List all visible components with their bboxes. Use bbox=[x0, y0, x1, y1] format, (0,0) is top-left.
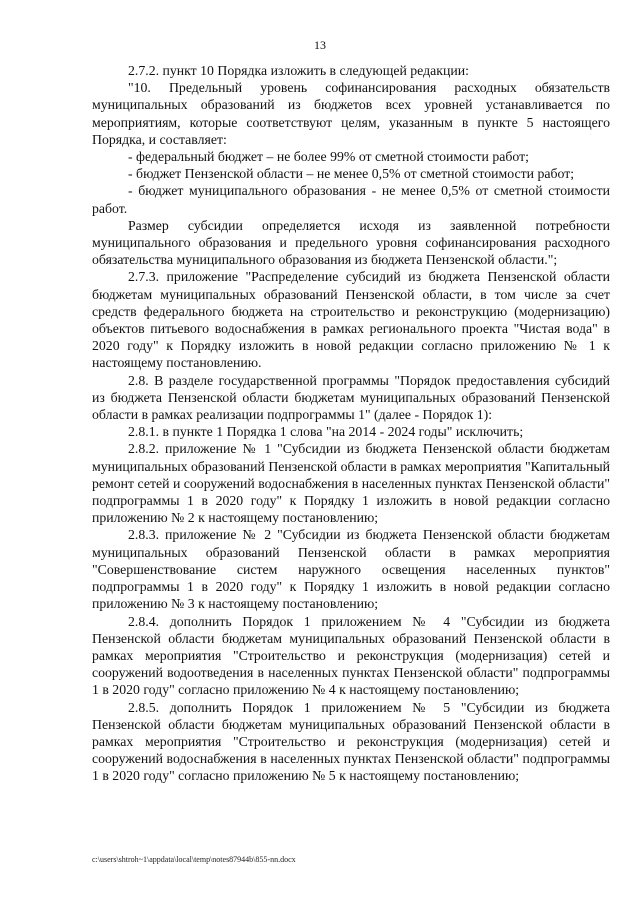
footer-file-path: c:\users\shtroh~1\appdata\local\temp\notes87944b\855-nn.docx bbox=[92, 855, 296, 864]
document-body bbox=[92, 62, 610, 785]
list-item-federal-budget: - федеральный бюджет – не более 99% от сметной стоимости работ; bbox=[128, 149, 529, 165]
paragraph-2-7-2: 2.7.2. пункт 10 Порядка изложить в следующей редакции: bbox=[128, 63, 469, 78]
paragraph-2-8-4: 2.8.4. дополнить Порядок 1 приложением № 4 "Субсидии из бюджета Пензенской области бюджетам муниципальных образований Пензенской области в рамках мероприятия "Строительство и реконструкция (модернизация) сетей и сооружений водоотведения в населенных пунктах Пензенской области" подпрограммы 1 в 2020 году" согласно приложению № 4 к настоящему постановлению; bbox=[92, 613, 610, 698]
paragraph-2-8-3: 2.8.3. приложение № 2 "Субсидии из бюджета Пензенской области бюджетам муниципальных образований Пензенской области в рамках мероприятия "Совершенствование систем наружного освещения населенных пунктов" подпрограммы 1 в 2020 году" к Порядку 1 изложить в новой редакции согласно приложению № 3 к настоящему постановлению; bbox=[92, 527, 610, 612]
paragraph-subsidy-size: Размер субсидии определяется исходя из заявленной потребности муниципального образования и предельного уровня софинансирования расходного обязательства муниципального образования из бюджета Пензенской области."; bbox=[92, 217, 610, 268]
list-item-municipal-budget: - бюджет муниципального образования - не менее 0,5% от сметной стоимости работ. bbox=[92, 183, 610, 216]
page-number: 13 bbox=[314, 38, 326, 52]
paragraph-2-8-1: 2.8.1. в пункте 1 Порядка 1 слова "на 2014 - 2024 годы" исключить; bbox=[128, 424, 524, 440]
paragraph-2-8-2: 2.8.2. приложение № 1 "Субсидии из бюджета Пензенской области бюджетам муниципальных образований Пензенской области в рамках мероприятия "Капитальный ремонт сетей и сооружений водоснабжения в населенных пунктах Пензенской области" подпрограммы 1 в 2020 году" к Порядку 1 изложить в новой редакции согласно приложению № 2 к настоящему постановлению; bbox=[92, 441, 610, 526]
paragraph-point-10: "10. Предельный уровень софинансирования расходных обязательств муниципальных образований из бюджетов всех уровней устанавливается по мероприятиям, которые соответствуют целям, указанным в пункте 5 настоящего Порядка, и составляет: bbox=[92, 80, 610, 147]
paragraph-2-8: 2.8. В разделе государственной программы "Порядок предоставления субсидий из бюджета Пензенской области бюджетам муниципальных образований Пензенской области в рамках реализации подпрограммы 1" (далее - Порядок 1): bbox=[92, 372, 610, 423]
paragraph-2-8-5: 2.8.5. дополнить Порядок 1 приложением № 5 "Субсидии из бюджета Пензенской области бюджетам муниципальных образований Пензенской области в рамках мероприятия "Строительство и реконструкция (модернизация) сетей и сооружений водоснабжения в населенных пунктах Пензенской области" подпрограммы 1 в 2020 году" согласно приложению № 5 к настоящему постановлению; bbox=[92, 699, 610, 784]
list-item-regional-budget: - бюджет Пензенской области – не менее 0,5% от сметной стоимости работ; bbox=[128, 166, 575, 182]
paragraph-2-7-3: 2.7.3. приложение "Распределение субсидий из бюджета Пензенской области бюджетам муниципальных образований Пензенской области, в том числе за счет средств федерального бюджета на строительство и реконструкцию (модернизацию) объектов питьевого водоснабжения в рамках регионального проекта "Чистая вода" в 2020 году" к Порядку изложить в новой редакции согласно приложению № 1 к настоящему постановлению. bbox=[92, 269, 610, 371]
